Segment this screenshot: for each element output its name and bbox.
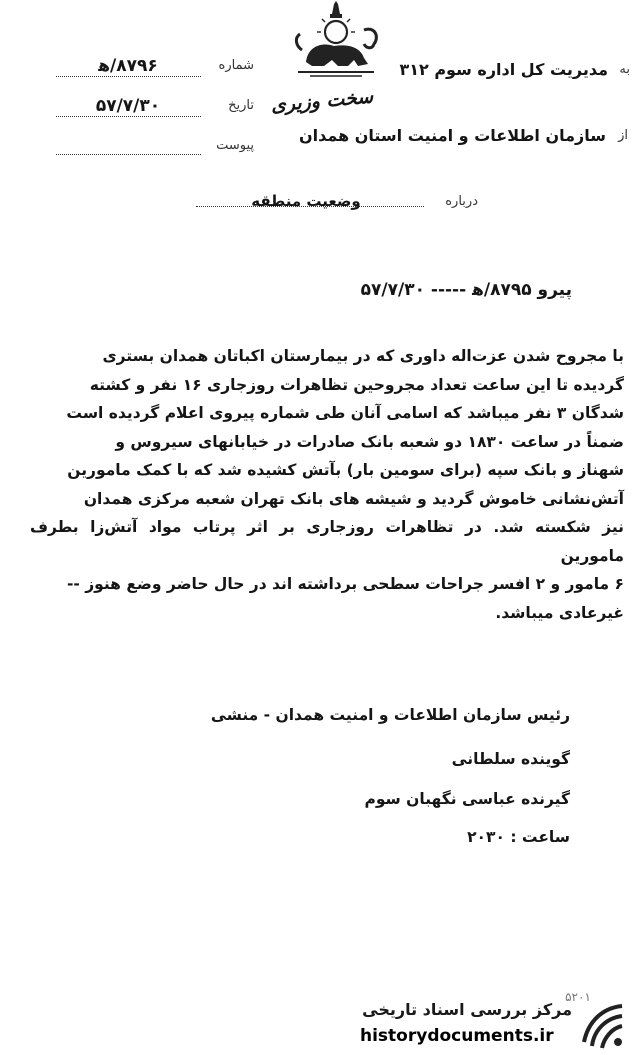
recipient-label: به <box>619 62 630 77</box>
reference-line: پیرو ۸۷۹۵/ه‍ ----- ۵۷/۷/۳۰ <box>360 280 572 300</box>
sender-label: از <box>618 128 628 143</box>
watermark-url: historydocuments.ir <box>360 1026 554 1046</box>
body-line: گردیده تا این ساعت تعداد مجروحین تظاهرات روزجاری ۱۶ نفر و کشته <box>89 375 624 394</box>
attachment-label: پیوست <box>216 138 254 153</box>
body-line: ۶ مامور و ۲ افسر جراحات سطحی برداشته اند در حال حاضر وضع هنوز -- <box>66 575 624 593</box>
subject-value: وضعیت منطقه <box>251 192 361 210</box>
speaker-line: گوینده سلطانی <box>451 750 570 768</box>
number-value: ۸۷۹۶/ه‍ <box>98 56 158 76</box>
date-label: تاریخ <box>228 98 254 113</box>
watermark <box>360 1000 640 1052</box>
date-value: ۵۷/۷/۳۰ <box>95 96 161 116</box>
body-line: غیرعادی میباشد. <box>495 603 624 622</box>
archive-stamp-number: ۵۲۰۱ <box>565 990 591 1004</box>
number-label: شماره <box>218 58 254 73</box>
receiver-line: گیرنده عباسی نگهبان سوم <box>364 790 570 808</box>
body-line: نیز شکسته شد. در تظاهرات روزجاری بر اثر پرتاب مواد آتش‌زا بطرف مامورین <box>30 518 624 565</box>
report-body <box>30 342 624 627</box>
body-line: شدگان ۳ نفر میباشد که اسامی آنان طی شماره پیروی اعلام گردیده است <box>66 404 624 422</box>
time-line: ساعت : ۲۰۳۰ <box>467 828 570 846</box>
subject-label: درباره <box>445 194 478 209</box>
classification-heading: سخت وزیری <box>270 85 374 117</box>
attachment-dotted-line <box>56 154 201 155</box>
recipient-value: مدیریت کل اداره سوم ۳۱۲ <box>399 60 608 79</box>
body-line: آتش‌نشانی خاموش گردید و شیشه های بانک تهران شعبه مرکزی همدان <box>83 489 624 508</box>
sender-value: سازمان اطلاعات و امنیت استان همدان <box>298 126 606 145</box>
body-line: ضمناً در ساعت ۱۸۳۰ دو شعبه بانک صادرات در خیابانهای سیروس و <box>115 432 624 451</box>
number-dotted-line <box>56 76 201 77</box>
watermark-title: مرکز بررسی اسناد تاریخی <box>362 1000 572 1019</box>
body-line: شهناز و بانک سپه (برای سومین بار) بآتش کشیده شد که با کمک مامورین <box>67 461 624 479</box>
body-line: با مجروح شدن عزت‌اله داوری که در بیمارستان اکباتان همدان بستری <box>102 347 624 365</box>
date-dotted-line <box>56 116 201 117</box>
document-logo-icon <box>578 1002 628 1050</box>
sender-signature-line: رئیس سازمان اطلاعات و امنیت همدان - منشی <box>210 706 570 724</box>
